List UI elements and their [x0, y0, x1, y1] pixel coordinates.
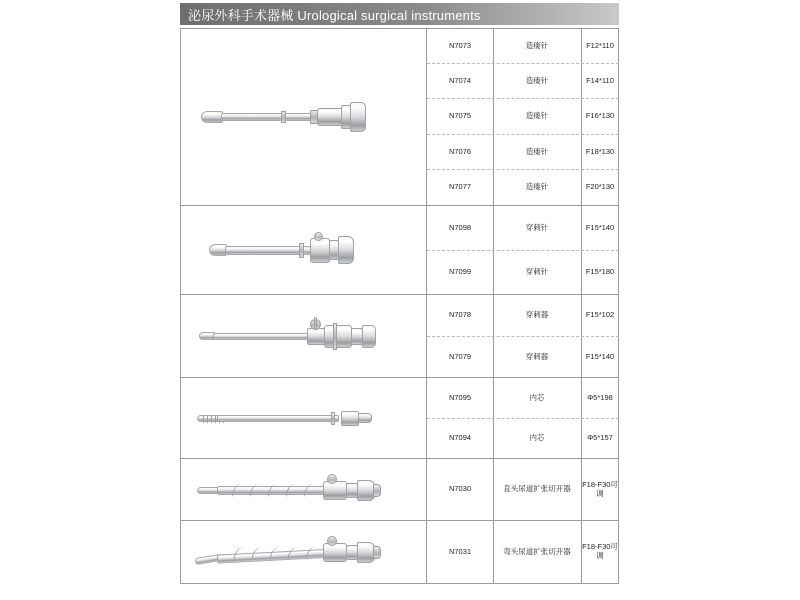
- cell-name: 弯头尿道扩张切开器: [503, 546, 571, 556]
- table-row[interactable]: [427, 170, 619, 206]
- cell-size: F18*130: [585, 146, 615, 156]
- cell-name: 造瘘针: [525, 111, 549, 121]
- product-rows: [427, 29, 619, 583]
- cell-size: F15*140: [585, 222, 615, 232]
- page-header: [180, 3, 619, 25]
- table-row[interactable]: [427, 206, 619, 251]
- cell-name: 造瘘针: [525, 75, 549, 85]
- cell-size: F15*102: [585, 310, 615, 320]
- table-row[interactable]: [427, 521, 619, 583]
- product-image-puncture-needle-hub: [181, 206, 426, 295]
- table-row[interactable]: [427, 64, 619, 99]
- table-row[interactable]: [427, 29, 619, 64]
- cell-code: N7079: [448, 351, 472, 361]
- cell-code: N7078: [448, 310, 472, 320]
- page-title: 泌尿外科手术器械 Urological surgical instruments: [188, 7, 481, 23]
- cell-size: Φ5*198: [587, 392, 613, 402]
- cell-size: F18-F30可调: [582, 542, 618, 560]
- instrument-graphic: [181, 230, 426, 270]
- table-row[interactable]: [427, 459, 619, 521]
- instrument-graphic: [181, 97, 426, 137]
- product-image-column: [181, 29, 426, 583]
- cell-size: F20*130: [585, 182, 615, 192]
- cell-size: F15*140: [585, 351, 615, 361]
- instrument-graphic: [181, 470, 426, 510]
- table-row[interactable]: [427, 337, 619, 378]
- cell-code: N7095: [448, 392, 472, 402]
- product-image-straight-urethral-dilator: [181, 459, 426, 521]
- product-image-puncture-device-valve: [181, 295, 426, 378]
- cell-code: N7098: [448, 222, 472, 232]
- instrument-graphic: [181, 532, 426, 572]
- cell-code: N7030: [448, 484, 472, 494]
- cell-code: N7074: [448, 75, 472, 85]
- cell-code: N7076: [448, 146, 472, 156]
- product-image-curved-urethral-dilator: [181, 521, 426, 583]
- instrument-graphic: [181, 316, 426, 356]
- cell-size: F16*130: [585, 111, 615, 121]
- cell-name: 内芯: [529, 392, 545, 402]
- cell-name: 造瘘针: [525, 146, 549, 156]
- table-row[interactable]: [427, 378, 619, 419]
- product-image-inner-core: [181, 378, 426, 459]
- instrument-graphic: [181, 398, 426, 438]
- cell-name: 穿刺器: [525, 351, 549, 361]
- cell-name: 造瘘针: [525, 182, 549, 192]
- table-row[interactable]: [427, 419, 619, 459]
- cell-size: F15*180: [585, 267, 615, 277]
- cell-code: N7099: [448, 267, 472, 277]
- cell-name: 造瘘针: [525, 40, 549, 50]
- table-row[interactable]: [427, 99, 619, 135]
- cell-name: 内芯: [529, 433, 545, 443]
- cell-name: 直头尿道扩张切开器: [503, 484, 571, 494]
- table-row[interactable]: [427, 135, 619, 170]
- cell-size: F18-F30可调: [582, 479, 618, 498]
- cell-size: Φ5*157: [587, 433, 613, 443]
- cell-name: 穿刺器: [525, 310, 549, 320]
- table-row[interactable]: [427, 295, 619, 337]
- cell-name: 穿刺针: [525, 267, 549, 277]
- cell-name: 穿刺针: [525, 222, 549, 232]
- product-image-puncture-needle-straight: [181, 29, 426, 206]
- product-table: [180, 28, 619, 584]
- cell-code: N7094: [448, 433, 472, 443]
- cell-code: N7073: [448, 40, 472, 50]
- table-row[interactable]: [427, 251, 619, 295]
- cell-size: F12*110: [586, 40, 614, 50]
- cell-code: N7077: [448, 182, 472, 192]
- cell-size: F14*110: [586, 75, 614, 85]
- cell-code: N7031: [448, 546, 472, 556]
- cell-code: N7075: [448, 111, 472, 121]
